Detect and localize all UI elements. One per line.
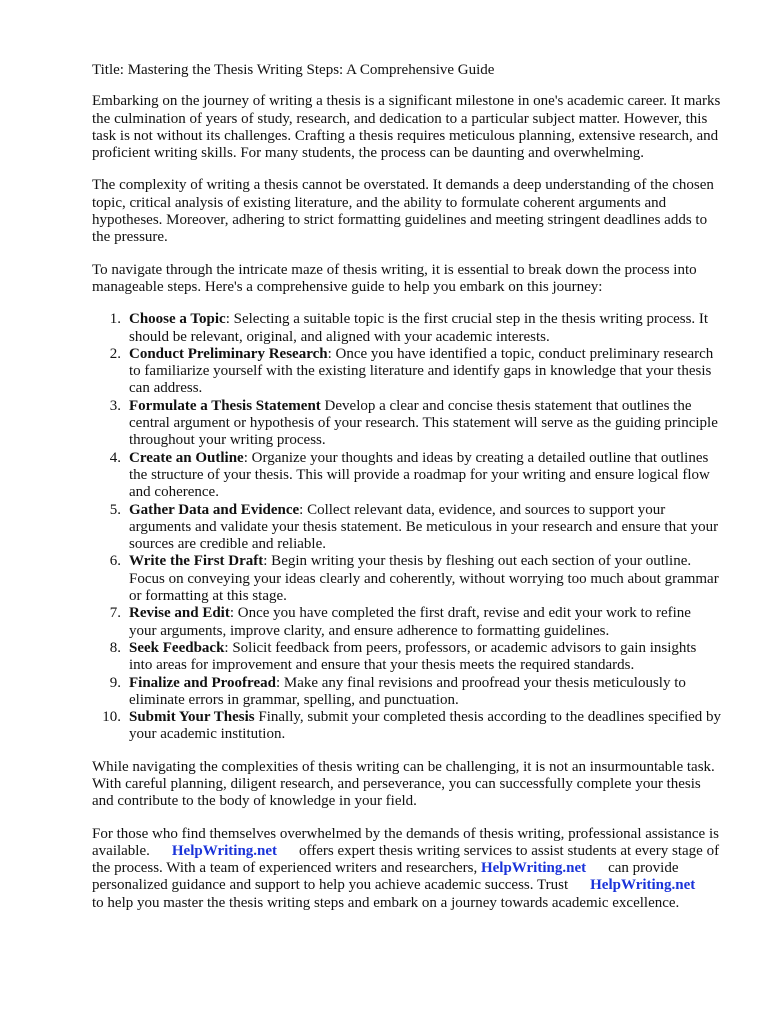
- step-title: Formulate a Thesis Statement: [129, 397, 321, 414]
- step-text: : Collect relevant data, evidence, and sources to support your arguments and validate your thesis statement. Be meticulous in your research and ensure that your sources are credible and reliable.: [129, 501, 719, 553]
- step-number: 3.: [109, 397, 121, 414]
- step-number: 2.: [109, 345, 121, 362]
- step-number: 10.: [102, 709, 121, 726]
- helpwriting-link[interactable]: HelpWriting.net: [171, 842, 278, 859]
- closing-paragraph: While navigating the complexities of thesis writing can be challenging, it is not an insurmountable task. With careful planning, diligent research, and perseverance, you can successfully complete your thesis and contribute to the body of knowledge in your field.: [92, 758, 715, 810]
- step-title: Choose a Topic: [129, 311, 226, 328]
- step-text: : Once you have completed the first draft, revise and edit your work to refine your arguments, improve clarity, and ensure adherence to formatting guidelines.: [129, 605, 691, 639]
- list-item: [92, 311, 722, 346]
- document-title: Title: Mastering the Thesis Writing Steps: A Comprehensive Guide: [92, 62, 495, 78]
- step-number: 7.: [109, 605, 121, 622]
- navigate-paragraph: To navigate through the intricate maze of thesis writing, it is essential to break down the process into manageable steps. Here's a comprehensive guide to help you embark on this journey:: [92, 261, 697, 295]
- step-text: : Make any final revisions and proofread your thesis meticulously to eliminate errors in grammar, spelling, and punctuation.: [129, 674, 686, 708]
- step-number: 1.: [109, 311, 121, 328]
- step-text: Develop a clear and concise thesis statement that outlines the central argument or hypothesis of your research. This statement will serve as the guiding principle throughout your writing process.: [129, 397, 718, 449]
- step-text: : Once you have identified a topic, conduct preliminary research to familiarize yourself with the existing literature and identify gaps in knowledge that your thesis can address.: [129, 345, 714, 397]
- list-item: [92, 553, 722, 605]
- list-item: [92, 450, 722, 502]
- step-number: 4.: [109, 449, 121, 466]
- list-item: [92, 346, 722, 398]
- list-item: [92, 398, 722, 450]
- step-title: Write the First Draft: [129, 553, 264, 570]
- step-title: Gather Data and Evidence: [129, 501, 300, 518]
- step-title: Revise and Edit: [129, 605, 230, 622]
- complexity-paragraph: The complexity of writing a thesis cannot be overstated. It demands a deep understanding of the chosen topic, critical analysis of existing literature, and the ability to formulate coherent arguments and hypotheses. Moreover, adhering to strict formatting guidelines and meeting stringent deadlines adds to the pressure.: [92, 177, 714, 246]
- list-item: [92, 675, 722, 710]
- step-text: : Organize your thoughts and ideas by creating a detailed outline that outlines the structure of your thesis. This will provide a roadmap for your writing and ensure logical flow and coherence.: [129, 449, 710, 501]
- step-number: 9.: [109, 674, 121, 691]
- list-item: [92, 502, 722, 554]
- step-title: Seek Feedback: [129, 639, 225, 656]
- final-text-2: offers expert thesis writing services to assist students at every stage of the process. With a team of experienced writers and researchers,: [92, 842, 720, 877]
- steps-list: [92, 311, 722, 743]
- step-title: Finalize and Proofread: [129, 674, 276, 691]
- list-item: [92, 640, 722, 675]
- step-text: : Solicit feedback from peers, professors, or academic advisors to gain insights into areas for improvement and ensure that your thesis meets the required standards.: [129, 639, 697, 674]
- step-title: Submit Your Thesis: [129, 709, 255, 726]
- step-text: : Begin writing your thesis by fleshing out each section of your outline. Focus on conveying your ideas clearly and coherently, without worrying too much about grammar or formatting at this stage.: [129, 553, 719, 605]
- list-item: [92, 709, 722, 744]
- step-text: : Selecting a suitable topic is the first crucial step in the thesis writing process. It should be relevant, original, and aligned with your academic interests.: [129, 311, 709, 345]
- list-item: [92, 605, 722, 640]
- final-text-3: can provide personalized guidance and support to help you achieve academic success. Trust: [92, 860, 679, 894]
- final-text-4: to help you master the thesis writing steps and embark on a journey towards academic excellence.: [92, 894, 680, 911]
- step-number: 8.: [109, 639, 121, 656]
- helpwriting-link[interactable]: HelpWriting.net: [480, 860, 587, 877]
- step-text: Finally, submit your completed thesis according to the deadlines specified by your academic institution.: [129, 709, 722, 743]
- helpwriting-link[interactable]: HelpWriting.net: [590, 877, 696, 894]
- intro-paragraph: Embarking on the journey of writing a thesis is a significant milestone in one's academic career. It marks the culmination of years of study, research, and dedication to a particular subject matter. However, this task is not without its challenges. Crafting a thesis requires meticulous planning, extensive research, and proficient writing skills. For many students, the process can be daunting and overwhelming.: [92, 93, 721, 162]
- step-number: 6.: [109, 553, 121, 570]
- step-number: 5.: [109, 501, 121, 518]
- step-title: Create an Outline: [129, 449, 244, 466]
- document-page: [92, 62, 722, 927]
- final-paragraph: [92, 826, 722, 912]
- step-title: Conduct Preliminary Research: [129, 345, 328, 362]
- final-text-1: For those who find themselves overwhelmed by the demands of thesis writing, professional assistance is available.: [92, 825, 719, 859]
